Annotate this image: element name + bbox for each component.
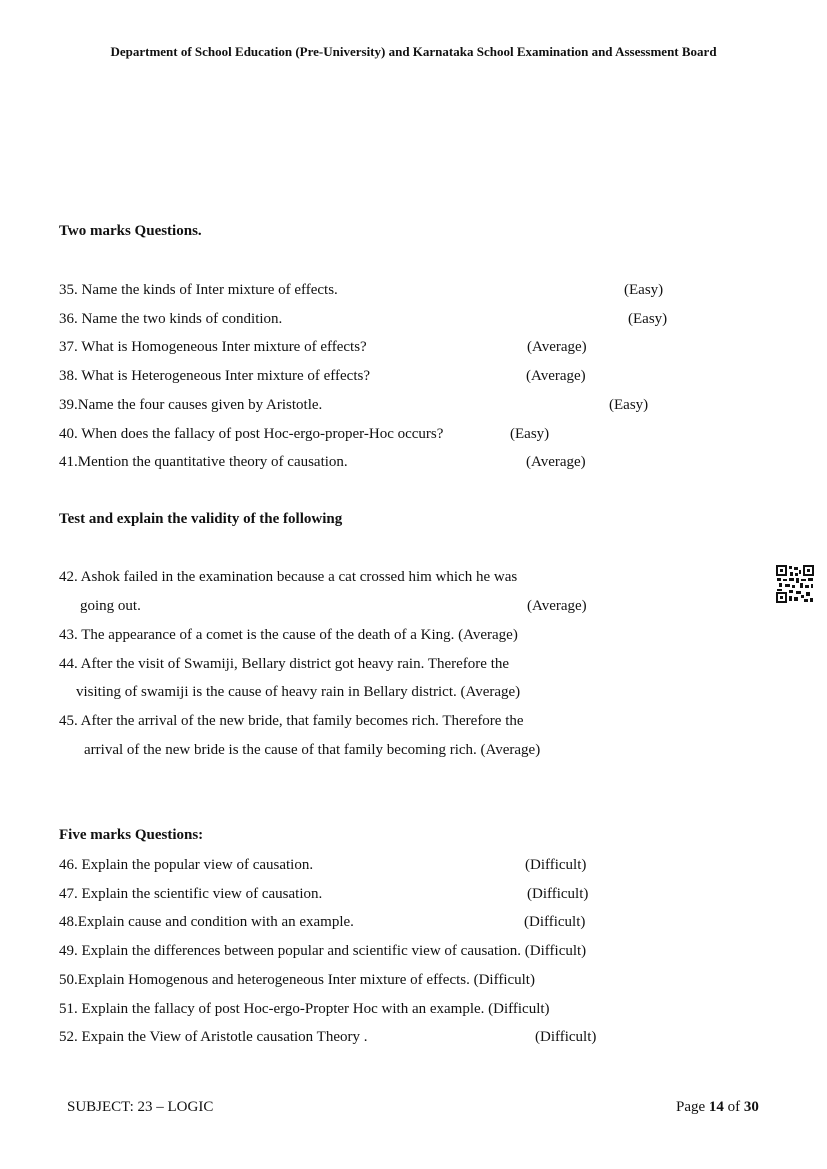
question-35: 35. Name the kinds of Inter mixture of effects. [59, 282, 338, 298]
question-39: 39.Name the four causes given by Aristotle. [59, 397, 323, 413]
difficulty-tag: (Average) [527, 598, 587, 614]
question-51: 51. Explain the fallacy of post Hoc-ergo-Propter Hoc with an example. (Difficult) [59, 1001, 550, 1017]
footer-page-number [676, 1099, 759, 1116]
question-37: 37. What is Homogeneous Inter mixture of effects? [59, 339, 367, 355]
difficulty-tag: (Difficult) [535, 1029, 597, 1045]
difficulty-tag: (Average) [526, 454, 586, 470]
section-two-marks: Two marks Questions. [59, 223, 202, 239]
difficulty-tag: (Difficult) [527, 886, 589, 902]
difficulty-tag: (Easy) [624, 282, 664, 298]
question-44: 44. After the visit of Swamiji, Bellary district got heavy rain. Therefore the [59, 656, 510, 672]
question-48: 48.Explain cause and condition with an example. [59, 914, 354, 930]
question-40: 40. When does the fallacy of post Hoc-ergo-proper-Hoc occurs? [59, 426, 444, 442]
of-word: of [727, 1099, 741, 1115]
question-45: 45. After the arrival of the new bride, that family becomes rich. Therefore the [59, 713, 524, 729]
difficulty-tag: (Difficult) [524, 914, 586, 930]
difficulty-tag: (Easy) [628, 311, 668, 327]
page-total: 30 [743, 1099, 759, 1115]
qr-code-icon [776, 565, 814, 603]
footer-subject: SUBJECT: 23 – LOGIC [67, 1099, 214, 1115]
difficulty-tag: (Easy) [609, 397, 649, 413]
question-42: 42. Ashok failed in the examination because a cat crossed him which he was [59, 569, 518, 585]
page-header: Department of School Education (Pre-University) and Karnataka School Examination and Assessment Board [110, 44, 717, 59]
question-47: 47. Explain the scientific view of causation. [59, 886, 323, 902]
page-word: Page [676, 1099, 706, 1115]
page-current: 14 [708, 1099, 724, 1115]
question-38: 38. What is Heterogeneous Inter mixture of effects? [59, 368, 371, 384]
difficulty-tag: (Average) [527, 339, 587, 355]
question-50: 50.Explain Homogenous and heterogeneous Inter mixture of effects. (Difficult) [59, 972, 535, 988]
section-test-explain: Test and explain the validity of the following [59, 511, 343, 527]
question-45-continued: arrival of the new bride is the cause of that family becoming rich. (Average) [84, 742, 541, 758]
question-36: 36. Name the two kinds of condition. [59, 311, 283, 327]
question-52: 52. Expain the View of Aristotle causation Theory . [59, 1029, 368, 1045]
question-41: 41.Mention the quantitative theory of causation. [59, 454, 348, 470]
question-46: 46. Explain the popular view of causation. [59, 857, 314, 873]
question-44-continued: visiting of swamiji is the cause of heavy rain in Bellary district. (Average) [76, 684, 521, 700]
question-43: 43. The appearance of a comet is the cause of the death of a King. (Average) [59, 627, 518, 643]
difficulty-tag: (Difficult) [525, 857, 587, 873]
question-42-continued: going out. [80, 598, 141, 614]
difficulty-tag: (Easy) [510, 426, 550, 442]
section-five-marks: Five marks Questions: [59, 827, 204, 843]
difficulty-tag: (Average) [526, 368, 586, 384]
question-49: 49. Explain the differences between popular and scientific view of causation. (Difficult) [59, 943, 587, 959]
